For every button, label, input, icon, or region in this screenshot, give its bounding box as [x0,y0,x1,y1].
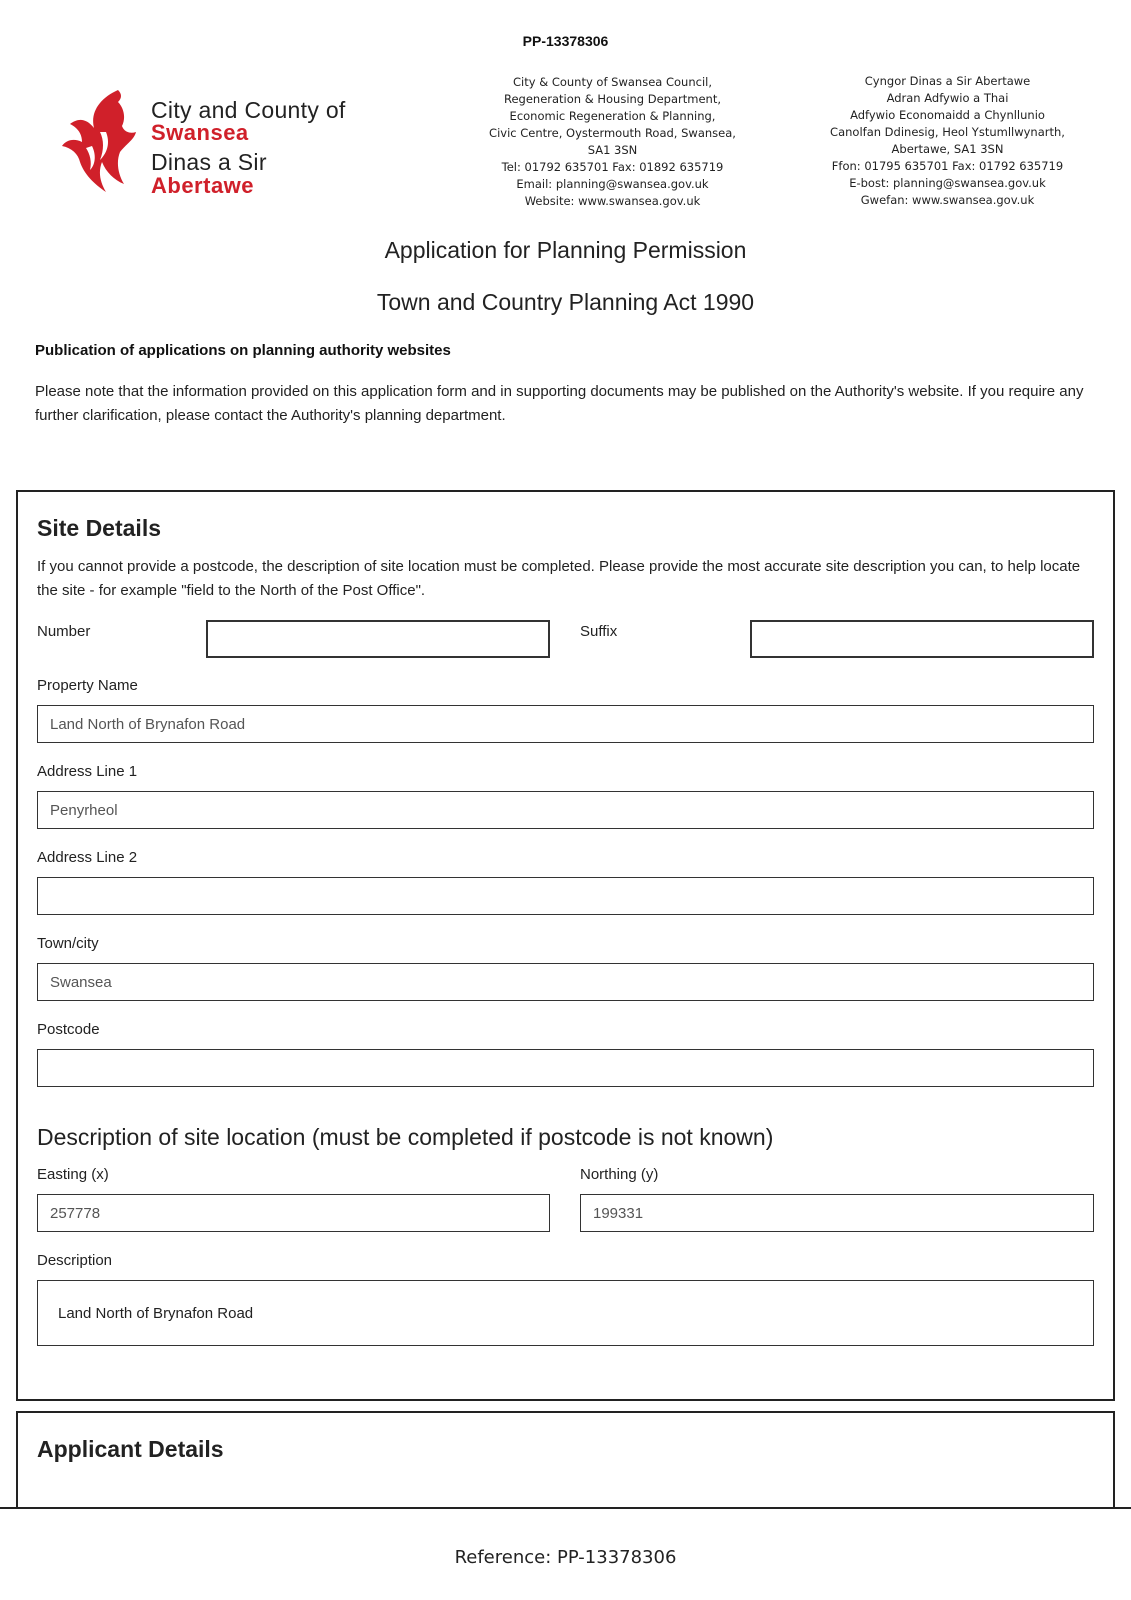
northing-field[interactable]: 199331 [580,1194,1094,1232]
northing-label: Northing (y) [580,1166,659,1183]
council-logo-text [151,98,346,196]
publication-text: Please note that the information provided on this application form and in supporting documents may be published on the Authority's website. If you require any further clarification, please contact the Authority's planning department. [35,383,1084,424]
address-line-2-label: Address Line 2 [37,849,138,866]
address-line-1-field[interactable]: Penyrheol [37,791,1094,829]
address-cy-line: Adfywio Economaidd a Chynllunio [850,108,1045,122]
address-en-line: SA1 3SN [587,143,638,157]
address-welsh [820,73,1075,209]
address-cy-line: E-bost: planning@swansea.gov.uk [849,176,1046,190]
address-en-line: Regeneration & Housing Department, [503,92,722,106]
address-cy-line: Adran Adfywio a Thai [886,91,1009,105]
address-english [480,74,745,210]
address-en-line: Website: www.swansea.gov.uk [524,194,701,208]
property-name-label: Property Name [37,677,138,694]
address-en-line: Economic Regeneration & Planning, [509,109,716,123]
town-city-field[interactable]: Swansea [37,963,1094,1001]
address-en-line: Civic Centre, Oystermouth Road, Swansea, [489,126,736,140]
logo-line-2: Swansea [151,120,249,145]
description-label: Description [37,1252,113,1269]
footer-reference: Reference: PP-13378306 [454,1547,677,1568]
address-cy-line: Abertawe, SA1 3SN [891,142,1004,156]
postcode-label: Postcode [37,1021,100,1038]
suffix-field[interactable] [750,620,1094,658]
easting-label: Easting (x) [37,1166,109,1183]
applicant-details-heading: Applicant Details [37,1436,224,1462]
number-field[interactable] [206,620,550,658]
site-location-heading: Description of site location (must be completed if postcode is not known) [37,1124,774,1150]
postcode-field[interactable] [37,1049,1094,1087]
suffix-label: Suffix [580,623,618,640]
number-label: Number [37,623,91,640]
top-reference: PP-13378306 [522,33,609,49]
town-city-label: Town/city [37,935,99,952]
form-act: Town and Country Planning Act 1990 [376,289,755,315]
description-field[interactable]: Land North of Brynafon Road [37,1280,1094,1346]
address-en-line: City & County of Swansea Council, [513,75,712,89]
form-title: Application for Planning Permission [384,237,747,263]
phoenix-logo-icon [60,88,138,198]
logo-line-3: Dinas a Sir [151,149,267,175]
address-cy-line: Canolfan Ddinesig, Heol Ystumllwynarth, [830,125,1065,139]
footer-divider [0,1507,1131,1509]
easting-field[interactable]: 257778 [37,1194,550,1232]
address-cy-line: Cyngor Dinas a Sir Abertawe [864,74,1031,88]
address-en-line: Email: planning@swansea.gov.uk [516,177,709,191]
address-line-2-field[interactable] [37,877,1094,915]
logo-line-1: City and County of [151,97,346,123]
address-en-line: Tel: 01792 635701 Fax: 01892 635719 [501,160,724,174]
address-line-1-label: Address Line 1 [37,763,138,780]
address-cy-line: Ffon: 01795 635701 Fax: 01792 635719 [831,159,1064,173]
property-name-field[interactable]: Land North of Brynafon Road [37,705,1094,743]
site-details-heading: Site Details [37,515,161,541]
address-cy-line: Gwefan: www.swansea.gov.uk [860,193,1035,207]
site-details-note: If you cannot provide a postcode, the description of site location must be completed. Please provide the most accurate site description you can, to help locate the site - for example "field to the North of the Post Office". [37,558,1081,599]
logo-line-4: Abertawe [151,173,255,198]
publication-heading: Publication of applications on planning authority websites [35,342,451,359]
